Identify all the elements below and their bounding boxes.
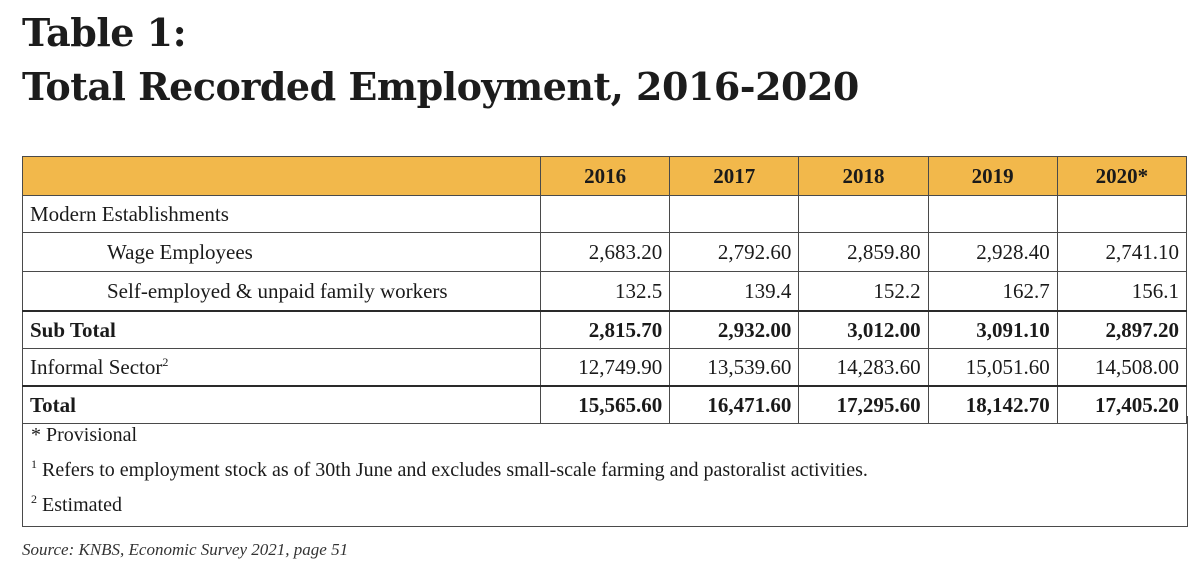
table-cell [928,196,1057,233]
table-cell: 2,815.70 [541,311,670,349]
table-cell: 12,749.90 [541,349,670,387]
header-blank-cell [23,157,541,196]
column-header: 2019 [928,157,1057,196]
column-header: 2018 [799,157,928,196]
row-label-text: Informal Sector [30,354,163,379]
row-label: Modern Establishments [23,196,541,233]
column-header: 2016 [541,157,670,196]
table-cell [1057,196,1186,233]
note-marker: * [31,424,41,446]
table-cell: 2,792.60 [670,233,799,272]
table-cell: 2,897.20 [1057,311,1186,349]
note-provisional [31,420,1179,455]
column-header: 2017 [670,157,799,196]
table-cell: 17,295.60 [799,386,928,424]
table-cell [799,196,928,233]
table-cell: 3,012.00 [799,311,928,349]
table-cell: 2,928.40 [928,233,1057,272]
note-text: Provisional [46,424,138,446]
source-caption: Source: KNBS, Economic Survey 2021, page 51 [22,540,349,559]
table-cell: 18,142.70 [928,386,1057,424]
table-row [23,349,1187,387]
table-cell: 14,508.00 [1057,349,1186,387]
page-title [22,6,859,114]
table-cell: 13,539.60 [670,349,799,387]
table-cell [670,196,799,233]
table-cell: 2,741.10 [1057,233,1186,272]
row-label: Total [23,386,541,424]
table-cell: 152.2 [799,272,928,312]
table-cell: 15,565.60 [541,386,670,424]
table-cell: 132.5 [541,272,670,312]
subtotal-row [23,311,1187,349]
note-marker: 2 [31,492,37,506]
row-label: Sub Total [23,311,541,349]
row-label: Wage Employees [23,233,541,272]
table-cell: 15,051.60 [928,349,1057,387]
table-cell: 14,283.60 [799,349,928,387]
table-cell: 3,091.10 [928,311,1057,349]
table-row [23,272,1187,312]
note-2 [31,490,1179,525]
table-cell: 16,471.60 [670,386,799,424]
table-cell: 139.4 [670,272,799,312]
row-label [23,349,541,387]
table-cell: 2,859.80 [799,233,928,272]
row-label: Self-employed & unpaid family workers [23,272,541,312]
table-cell: 17,405.20 [1057,386,1186,424]
note-text: Estimated [42,494,122,516]
title-line-2: Total Recorded Employment, 2016-2020 [22,64,859,109]
table-header-row [23,157,1187,196]
table-row [23,233,1187,272]
footnote-marker: 2 [162,354,169,369]
title-line-1: Table 1: [22,10,187,55]
table-cell [541,196,670,233]
column-header: 2020* [1057,157,1186,196]
table-notes [22,416,1188,527]
table-cell: 2,932.00 [670,311,799,349]
note-1 [31,455,1179,490]
employment-table [22,156,1187,424]
table-row [23,196,1187,233]
note-text: Refers to employment stock as of 30th June and excludes small-scale farming and pastoralist activities. [42,459,868,481]
table-cell: 162.7 [928,272,1057,312]
table-cell: 156.1 [1057,272,1186,312]
table-cell: 2,683.20 [541,233,670,272]
note-marker: 1 [31,457,37,471]
